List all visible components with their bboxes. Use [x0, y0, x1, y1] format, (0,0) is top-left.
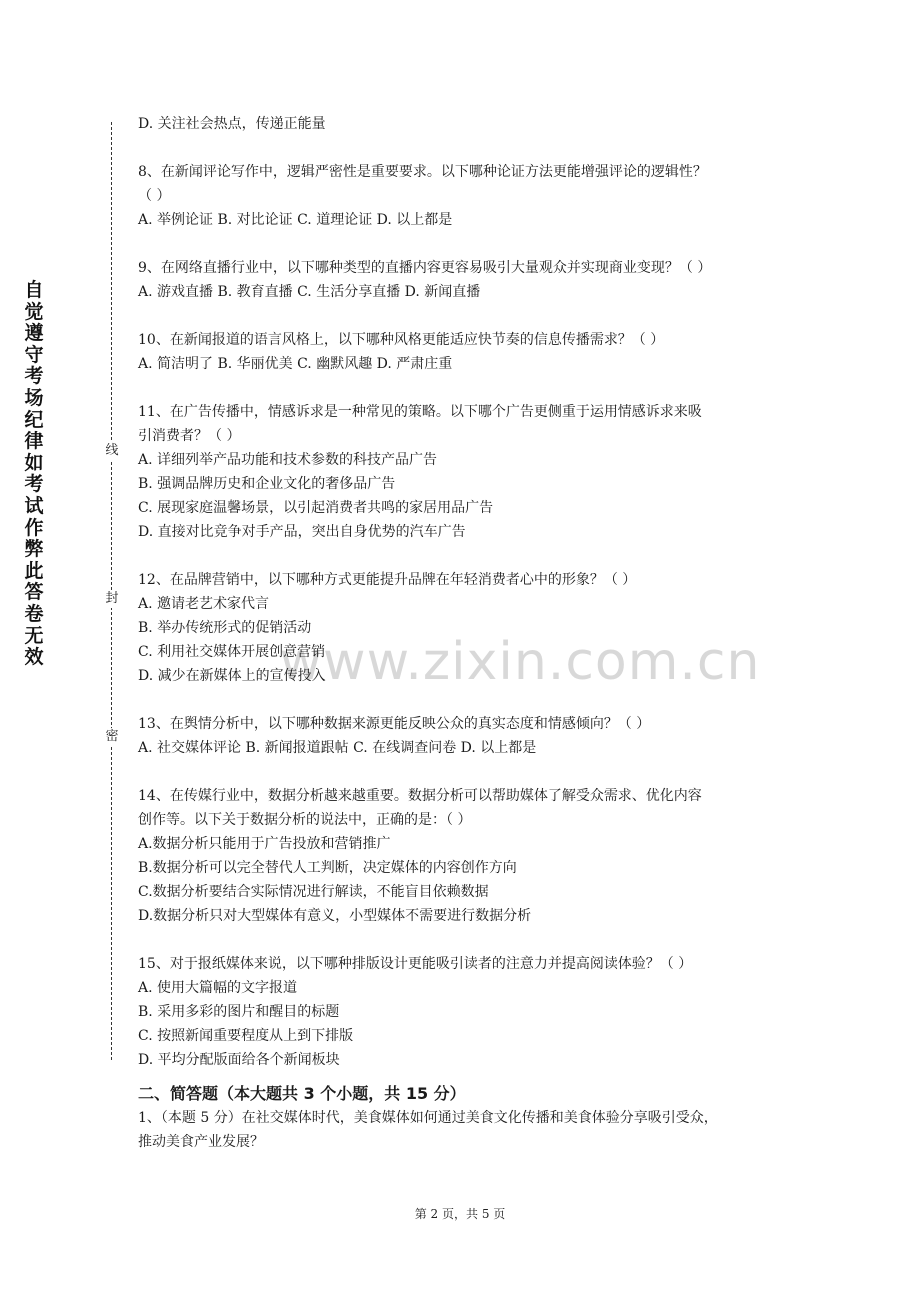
question-text: 15、对于报纸媒体来说，以下哪种排版设计更能吸引读者的注意力并提高阅读体验？（ ）	[138, 956, 693, 972]
short-answer-question-1	[138, 1106, 788, 1154]
question-line: （ ）	[138, 188, 171, 204]
seal-label-seal: 封	[101, 590, 123, 608]
section-title: 二、简答题（本大题共 3 个小题，共 15 分）	[138, 1084, 466, 1103]
short-answer-line: 1、（本题 5 分）在社交媒体时代，美食媒体如何通过美食文化传播和美食体验分享吸引受众，	[138, 1110, 718, 1126]
question-line: D. 减少在新媒体上的宣传投入	[138, 668, 326, 684]
question-text: 9、在网络直播行业中，以下哪种类型的直播内容更容易吸引大量观众并实现商业变现？（ ）	[138, 260, 712, 276]
question-line: A. 邀请老艺术家代言	[138, 596, 270, 612]
block-gap	[138, 376, 788, 400]
question-line: A. 社交媒体评论 B. 新闻报道跟帖 C. 在线调查问卷 D. 以上都是	[138, 740, 537, 756]
question-text: D. 关注社会热点，传递正能量	[138, 116, 326, 132]
short-answer-line: 推动美食产业发展？	[138, 1134, 264, 1150]
question-block	[138, 712, 788, 760]
question-line: D. 直接对比竞争对手产品，突出自身优势的汽车广告	[138, 524, 466, 540]
block-gap	[138, 688, 788, 712]
question-line: C. 按照新闻重要程度从上到下排版	[138, 1028, 354, 1044]
question-block	[138, 568, 788, 688]
question-content	[138, 112, 788, 1154]
question-text: 12、在品牌营销中，以下哪种方式更能提升品牌在年轻消费者心中的形象？（ ）	[138, 572, 637, 588]
question-text: 14、在传媒行业中，数据分析越来越重要。数据分析可以帮助媒体了解受众需求、优化内容	[138, 788, 702, 804]
question-block	[138, 328, 788, 376]
question-block	[138, 952, 788, 1072]
block-gap	[138, 304, 788, 328]
question-line: A. 游戏直播 B. 教育直播 C. 生活分享直播 D. 新闻直播	[138, 284, 481, 300]
question-block	[138, 784, 788, 928]
question-block	[138, 400, 788, 544]
seal-label-secret: 密	[101, 728, 123, 746]
question-line: A. 详细列举产品功能和技术参数的科技产品广告	[138, 452, 438, 468]
question-line: A. 简洁明了 B. 华丽优美 C. 幽默风趣 D. 严肃庄重	[138, 356, 453, 372]
question-line: A. 使用大篇幅的文字报道	[138, 980, 298, 996]
watermark: www.zixin.com.cn	[279, 632, 761, 692]
seal-label-line: 线	[101, 442, 123, 460]
question-text: 8、在新闻评论写作中，逻辑严密性是重要要求。以下哪种论证方法更能增强评论的逻辑性？	[138, 164, 707, 180]
block-gap	[138, 232, 788, 256]
block-gap	[138, 136, 788, 160]
question-line: A. 举例论证 B. 对比论证 C. 道理论证 D. 以上都是	[138, 212, 453, 228]
block-gap	[138, 544, 788, 568]
question-block	[138, 160, 788, 232]
question-text: 13、在舆情分析中，以下哪种数据来源更能反映公众的真实态度和情感倾向？（ ）	[138, 716, 651, 732]
question-text: 11、在广告传播中，情感诉求是一种常见的策略。以下哪个广告更侧重于运用情感诉求来吸	[138, 404, 702, 420]
exam-discipline-warning: 自觉遵守考场纪律如考试作弊此答卷无效	[24, 279, 44, 669]
question-line: B.数据分析可以完全替代人工判断，决定媒体的内容创作方向	[138, 860, 517, 876]
question-block	[138, 256, 788, 304]
question-line: A.数据分析只能用于广告投放和营销推广	[138, 836, 391, 852]
question-line: D. 平均分配版面给各个新闻板块	[138, 1052, 340, 1068]
page-footer: 第 2 页，共 5 页	[414, 1207, 506, 1221]
question-line: C.数据分析要结合实际情况进行解读，不能盲目依赖数据	[138, 884, 489, 900]
question-line: C. 利用社交媒体开展创意营销	[138, 644, 326, 660]
question-line: 创作等。以下关于数据分析的说法中，正确的是：（ ）	[138, 812, 472, 828]
question-line: C. 展现家庭温馨场景，以引起消费者共鸣的家居用品广告	[138, 500, 494, 516]
block-gap	[138, 928, 788, 952]
question-line: B. 采用多彩的图片和醒目的标题	[138, 1004, 340, 1020]
block-gap	[138, 760, 788, 784]
question-line: D.数据分析只对大型媒体有意义，小型媒体不需要进行数据分析	[138, 908, 532, 924]
question-line: B. 举办传统形式的促销活动	[138, 620, 312, 636]
question-line: 引消费者？（ ）	[138, 428, 241, 444]
question-block	[138, 112, 788, 136]
question-list	[138, 112, 788, 1072]
question-line: B. 强调品牌历史和企业文化的奢侈品广告	[138, 476, 396, 492]
question-text: 10、在新闻报道的语言风格上，以下哪种风格更能适应快节奏的信息传播需求？（ ）	[138, 332, 665, 348]
